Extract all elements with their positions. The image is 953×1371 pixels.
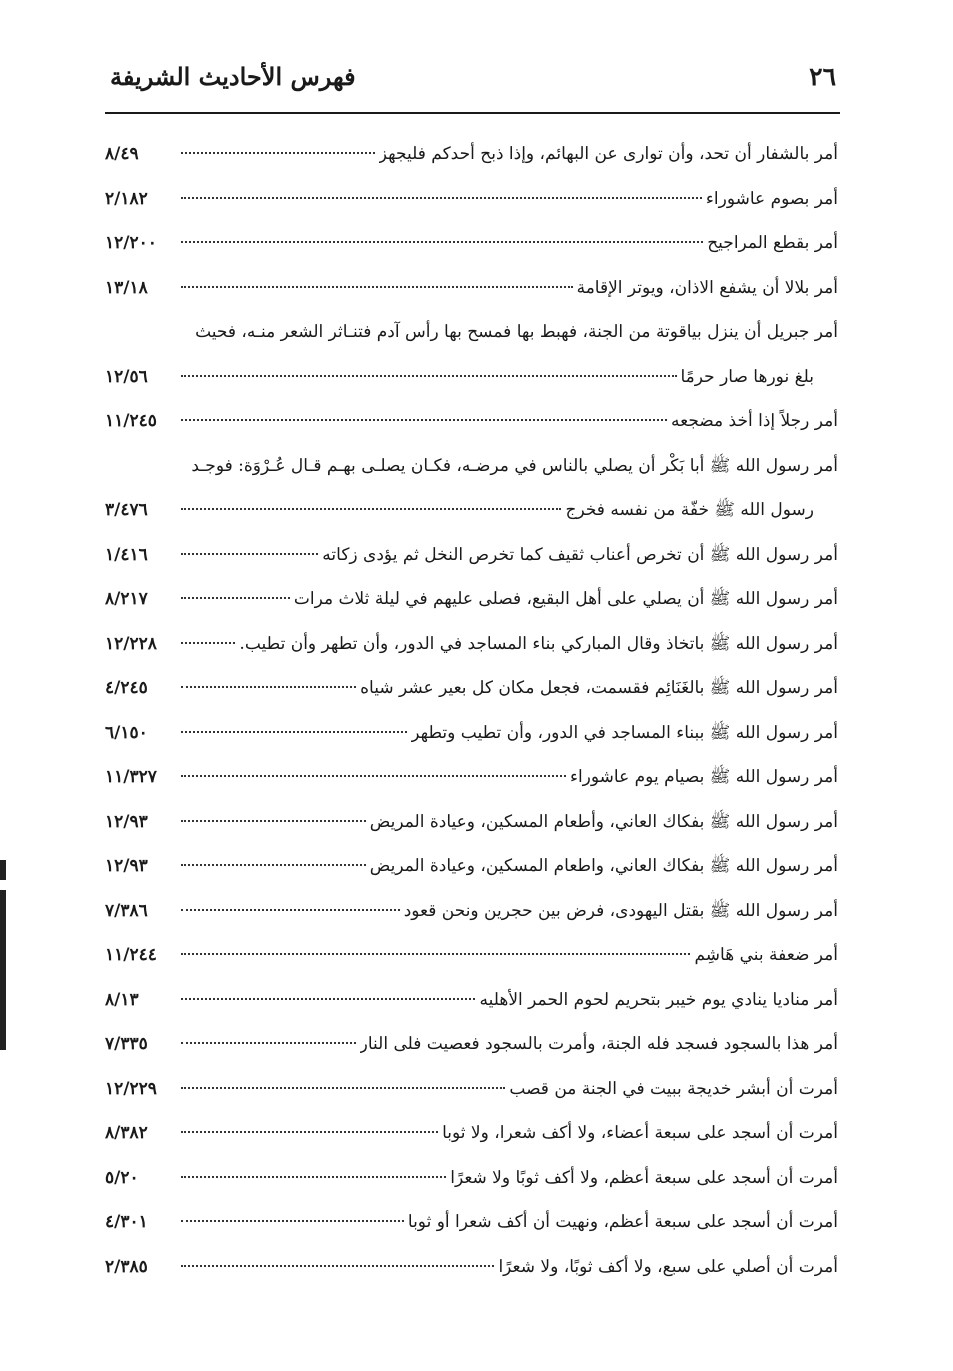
- entry-text: أمر بصوم عاشوراء: [705, 188, 838, 209]
- entry-text: أمر مناديا ينادي يوم خيبر بتحريم لحوم الحمر الأهليه: [479, 989, 838, 1010]
- dot-leader: [181, 953, 690, 955]
- entry-reference: ٨/٢١٧: [105, 589, 148, 609]
- entry-reference: ١٢/٢٢٩: [105, 1078, 157, 1099]
- index-entry: [105, 177, 838, 222]
- index-entry: [105, 444, 838, 489]
- index-entry: [105, 132, 838, 177]
- entry-text: أمر رسول الله ﷺ بقتل اليهودى، فرض بين حجرين ونحن قعود: [403, 900, 838, 921]
- index-entry: [105, 310, 838, 355]
- index-entry: [105, 1067, 838, 1112]
- index-entry: [105, 1156, 838, 1201]
- entry-text: أمر بالشفار أن تحد، وأن توارى عن البهائم، وإذا ذبح أحدكم فليجهز: [378, 144, 838, 164]
- dot-leader: [181, 1131, 438, 1133]
- dot-leader: [181, 998, 475, 1000]
- entry-text-continuation: رسول الله ﷺ خفّة من نفسه فخرج: [565, 500, 814, 520]
- dot-leader: [181, 286, 573, 288]
- hadith-index-list: [105, 132, 838, 1289]
- dot-leader: [181, 642, 235, 644]
- entry-reference: ١٢/٩٣: [105, 856, 148, 876]
- entry-reference: ١٢/٢٠٠: [105, 233, 157, 253]
- entry-reference: ٨/٣٨٢: [105, 1123, 148, 1143]
- entry-text: أمر رسول الله ﷺ بصيام يوم عاشوراء: [569, 767, 838, 787]
- entry-text-continuation: بلغ نورها صار حرمًا: [680, 366, 814, 387]
- index-entry: [105, 1022, 838, 1067]
- entry-reference: ٨/٤٩: [105, 144, 139, 164]
- page-header: [100, 62, 842, 98]
- entry-text: أمر رسول الله ﷺ بفكاك العاني، واطعام المسكين، وعيادة المريض: [369, 856, 838, 876]
- entry-reference: ٣/٤٧٦: [105, 500, 148, 520]
- entry-text: أمرت أن أسجد على سبعة أعظم، ونهيت أن أكف شعرا أو ثوبا: [407, 1212, 838, 1232]
- entry-reference: ٧/٣٣٥: [105, 1034, 148, 1054]
- entry-reference: ١/٤١٦: [105, 544, 148, 565]
- entry-text: أمر بلالا أن يشفع الاذان، ويوتر الإقامة: [576, 277, 838, 298]
- index-entry: [105, 978, 838, 1023]
- entry-text: أمر رسول الله ﷺ ببناء المساجد في الدور، وأن تطيب وتطهر: [411, 722, 838, 743]
- entry-text: أمر رسول الله ﷺ بفكاك العاني، وأطعام المسكين، وعيادة المريض: [369, 811, 838, 832]
- dot-leader: [181, 197, 702, 199]
- entry-text: أمر رسول الله ﷺ باتخاذ وقال المباركي بناء المساجد في الدور، وأن تطهر وأن تطيب.: [239, 633, 838, 654]
- dot-leader: [181, 597, 290, 599]
- entry-reference: ١١/٣٢٧: [105, 767, 157, 787]
- entry-reference: ٦/١٥٠: [105, 722, 148, 743]
- index-entry: [105, 577, 838, 622]
- dot-leader: [181, 775, 566, 777]
- dot-leader: [181, 864, 366, 866]
- index-entry: [105, 399, 838, 444]
- index-entry: [105, 533, 838, 578]
- dot-leader: [181, 1087, 505, 1089]
- entry-reference: ٢/١٨٢: [105, 188, 148, 209]
- index-entry-continuation: [105, 355, 838, 400]
- entry-reference: ٤/٣٠١: [105, 1212, 148, 1232]
- index-entry: [105, 844, 838, 889]
- dot-leader: [181, 820, 366, 822]
- index-entry: [105, 266, 838, 311]
- index-entry: [105, 933, 838, 978]
- dot-leader: [181, 1265, 494, 1267]
- index-entry: [105, 1245, 838, 1290]
- entry-text: أمر هذا بالسجود فسجد فله الجنة، وأمرت بالسجود فعصيت فلى النار: [359, 1034, 838, 1054]
- entry-reference: ١٢/٢٢٨: [105, 633, 157, 654]
- dot-leader: [181, 1042, 356, 1044]
- entry-text: أمر رجلاً إذا أخذ مضجعه: [671, 411, 838, 431]
- entry-reference: ٤/٢٤٥: [105, 678, 148, 698]
- index-entry: [105, 622, 838, 667]
- scan-edge-mark: [0, 890, 6, 1050]
- entry-reference: ٧/٣٨٦: [105, 900, 148, 921]
- entry-reference: ١٢/٥٦: [105, 366, 148, 387]
- entry-text: أمر جبريل أن ينزل بياقوتة من الجنة، فهبط بها فمسح بها رأس آدم فتنـاثر الشعر منـه، فحيث: [195, 322, 838, 342]
- dot-leader: [181, 241, 703, 243]
- entry-reference: ٨/١٣: [105, 989, 139, 1010]
- index-entry: [105, 1111, 838, 1156]
- dot-leader: [181, 1176, 446, 1178]
- entry-text: أمرت أن أسجد على سبعة أعضاء، ولا أكف شعرا، ولا ثوبا: [442, 1123, 838, 1143]
- index-entry-continuation: [105, 488, 838, 533]
- dot-leader: [181, 508, 561, 510]
- entry-text: أمر بقطع المراجيح: [707, 233, 838, 253]
- header-rule: [105, 112, 840, 114]
- index-entry: [105, 889, 838, 934]
- dot-leader: [181, 419, 667, 421]
- index-entry: [105, 666, 838, 711]
- entry-text: أمرت أن أبشر خديجة ببيت في الجنة من قصب: [509, 1078, 838, 1099]
- dot-leader: [181, 909, 400, 911]
- entry-text: أمر رسول الله ﷺ أن تخرص أعناب ثقيف كما تخرص النخل ثم يؤدى زكاته: [322, 544, 838, 565]
- entry-text: أمر رسول الله ﷺ أبا بَكْر أن يصلي بالناس في مرضـه، فكـان يصلـى بهـم قـال عُـرْوَة: فوجـد: [191, 455, 838, 476]
- scan-edge-mark: [0, 860, 6, 880]
- entry-reference: ١٢/٩٣: [105, 811, 148, 832]
- entry-text: أمر رسول الله ﷺ أن يصلي على أهل البقيع، فصلى عليهم في ليلة ثلاث مرات: [293, 589, 838, 609]
- entry-text: أمر ضعفة بني هَاشِم: [694, 945, 838, 965]
- index-entry: [105, 755, 838, 800]
- entry-reference: ١٣/١٨: [105, 277, 148, 298]
- index-entry: [105, 221, 838, 266]
- dot-leader: [181, 375, 677, 377]
- running-title: فهرس الأحاديث الشريفة: [110, 62, 356, 91]
- index-entry: [105, 711, 838, 756]
- dot-leader: [181, 1220, 404, 1222]
- dot-leader: [181, 152, 375, 154]
- dot-leader: [181, 686, 356, 688]
- entry-text: أمرت أن أسجد على سبعة أعظم، ولا أكف ثوبًا ولا شعرًا: [450, 1167, 838, 1188]
- page-number: ٢٦: [809, 62, 836, 91]
- entry-text: أمرت أن أصلي على سبع، ولا أكف ثوبًا، ولا شعرًا: [498, 1256, 838, 1277]
- entry-reference: ١١/٢٤٤: [105, 945, 157, 965]
- entry-reference: ٢/٣٨٥: [105, 1256, 148, 1277]
- dot-leader: [181, 731, 407, 733]
- entry-text: أمر رسول الله ﷺ بالغَنَائِم فقسمت، فجعل مكان كل بعير عشر شياه: [360, 678, 838, 698]
- index-entry: [105, 1200, 838, 1245]
- entry-reference: ٥/٢٠: [105, 1167, 139, 1188]
- entry-reference: ١١/٢٤٥: [105, 411, 157, 431]
- dot-leader: [181, 553, 318, 555]
- index-entry: [105, 800, 838, 845]
